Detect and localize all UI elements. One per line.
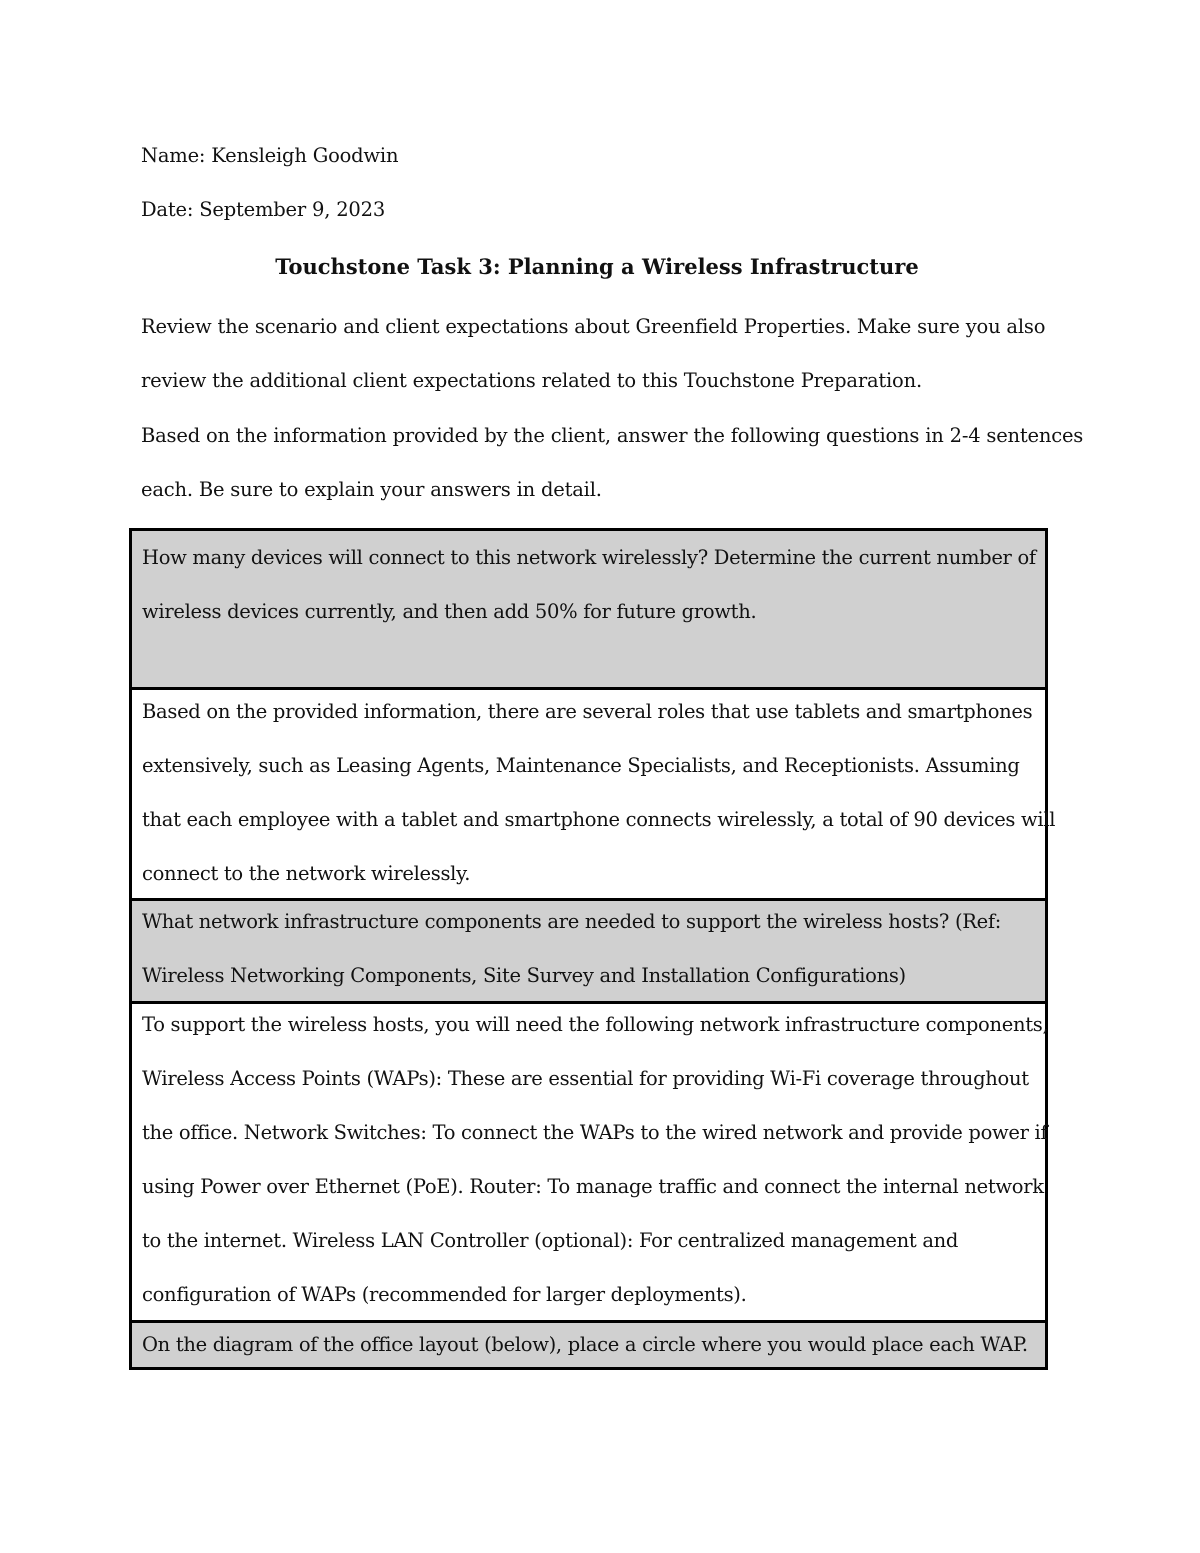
answer-cell-1	[132, 687, 1056, 898]
intro-line: Review the scenario and client expectations about Greenfield Properties. Make sure you also	[141, 315, 1046, 338]
answer-text-line: the office. Network Switches: To connect the WAPs to the wired network and provide power if	[142, 1121, 1048, 1144]
question-text-line: On the diagram of the office layout (below), place a circle where you would place each WAP.	[142, 1333, 1028, 1356]
question-text-line: wireless devices currently, and then add 50% for future growth.	[142, 600, 757, 623]
intro-line: Based on the information provided by the client, answer the following questions in 2-4 sentences	[141, 424, 1084, 447]
answer-text-line: that each employee with a tablet and smartphone connects wirelessly, a total of 90 devices will	[142, 808, 1056, 831]
date-line: Date: September 9, 2023	[141, 198, 386, 221]
question-cell-2	[132, 898, 1045, 1001]
intro-line: each. Be sure to explain your answers in detail.	[141, 478, 602, 501]
answer-text-line: To support the wireless hosts, you will need the following network infrastructure components,	[142, 1013, 1049, 1036]
question-cell-3	[132, 1320, 1045, 1367]
document-title: Touchstone Task 3: Planning a Wireless Infrastructure	[275, 254, 919, 279]
answer-text-line: Based on the provided information, there are several roles that use tablets and smartphones	[142, 700, 1033, 723]
question-cell-1	[132, 531, 1045, 687]
answer-cell-2	[132, 1001, 1049, 1320]
qa-table	[129, 528, 1056, 1370]
answer-text-line: connect to the network wirelessly.	[142, 862, 471, 885]
question-text-line: Wireless Networking Components, Site Survey and Installation Configurations)	[142, 964, 906, 987]
answer-text-line: to the internet. Wireless LAN Controller (optional): For centralized management and	[142, 1229, 959, 1252]
answer-text-line: extensively, such as Leasing Agents, Maintenance Specialists, and Receptionists. Assuming	[142, 754, 1020, 777]
name-line: Name: Kensleigh Goodwin	[141, 144, 399, 167]
answer-text-line: using Power over Ethernet (PoE). Router: To manage traffic and connect the internal network	[142, 1175, 1044, 1198]
answer-text-line: configuration of WAPs (recommended for larger deployments).	[142, 1283, 747, 1306]
question-text-line: What network infrastructure components are needed to support the wireless hosts? (Ref:	[142, 910, 1002, 933]
intro-line: review the additional client expectations related to this Touchstone Preparation.	[141, 369, 922, 392]
question-text-line: How many devices will connect to this network wirelessly? Determine the current number of	[142, 546, 1036, 569]
answer-text-line: Wireless Access Points (WAPs): These are essential for providing Wi-Fi coverage throughout	[142, 1067, 1029, 1090]
